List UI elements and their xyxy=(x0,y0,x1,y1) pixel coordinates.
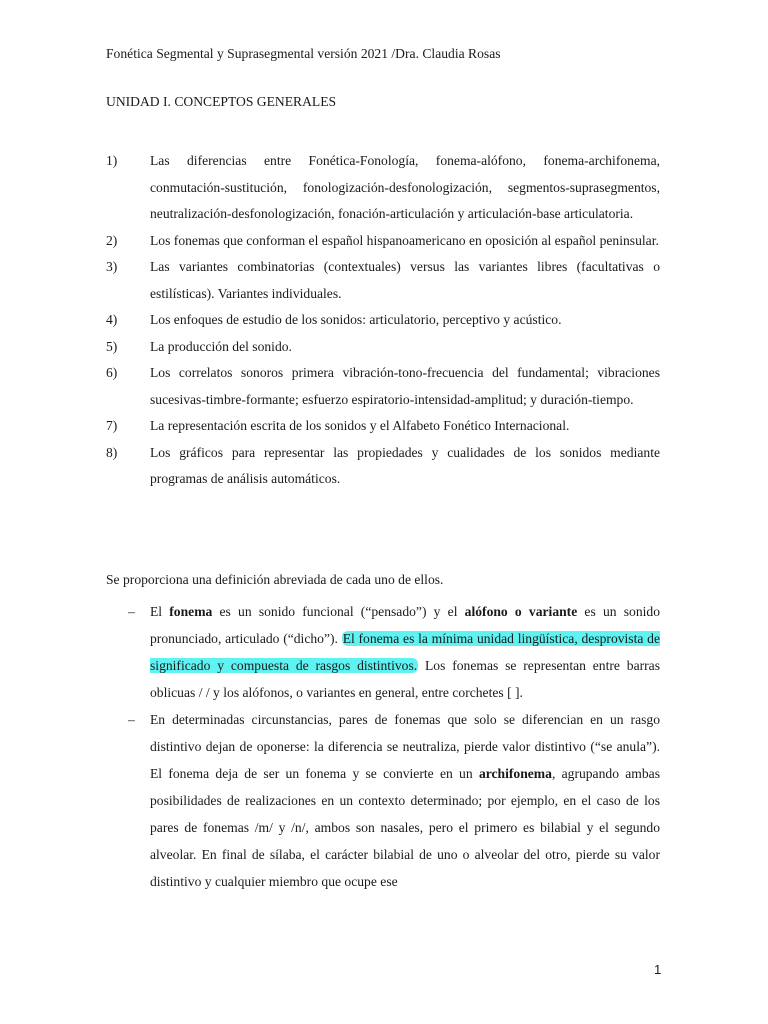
term-alofono: alófono o variante xyxy=(464,604,578,619)
term-archifonema: archifonema xyxy=(478,766,552,781)
item-number: 2) xyxy=(106,232,118,248)
term-fonema: fonema xyxy=(169,604,213,619)
definition-item: – El fonema es un sonido funcional (“pensado”) y el alófono o variante es un sonido pronunciado, articulado (“dicho”). El fonema es la mínima unidad lingüística, desprovista de significado y compuesta de rasgos distintivos. Los fonemas se representan entre barras oblicuas / / y los alófonos, o variantes en general, entre corchetes [ ]. xyxy=(128,598,660,706)
item-number: 1) xyxy=(106,153,118,168)
page-number: 1 xyxy=(654,962,662,977)
item-number: 4) xyxy=(106,312,118,327)
item-number: 8) xyxy=(106,444,118,460)
list-item xyxy=(106,307,660,334)
topic-list xyxy=(106,148,660,493)
item-text: Los gráficos para representar las propiedades y cualidades de los sonidos mediante programas de análisis automáticos. xyxy=(150,444,660,486)
item-text: Las variantes combinatorias (contextuales) versus las variantes libres (facultativas o estilísticas). Variantes individuales. xyxy=(150,259,660,301)
item-number: 3) xyxy=(106,259,118,274)
intro-paragraph: Se proporciona una definición abreviada de cada uno de ellos. xyxy=(106,572,444,587)
item-text: Los enfoques de estudio de los sonidos: articulatorio, perceptivo y acústico. xyxy=(150,312,562,327)
list-item xyxy=(106,254,660,307)
list-item xyxy=(106,440,660,493)
item-text: La representación escrita de los sonidos y el Alfabeto Fonético Internacional. xyxy=(150,418,570,433)
item-number: 6) xyxy=(106,365,118,380)
dash-bullet: – xyxy=(128,604,135,619)
list-item xyxy=(106,360,660,413)
page-header: Fonética Segmental y Suprasegmental versión 2021 /Dra. Claudia Rosas xyxy=(106,46,501,61)
definition-item: – En determinadas circunstancias, pares de fonemas que solo se diferencian en un rasgo distintivo dejan de oponerse: la diferencia se neutraliza, pierde valor distintivo (“se anula”). El fonema deja de ser un fonema y se convierte en un archifonema, agrupando ambas posibilidades de realizaciones en un contexto determinado; por ejemplo, en el caso de los pares de fonemas /m/ y /n/, ambos son nasales, pero el primero es bilabial y el segundo alveolar. En final de sílaba, el carácter bilabial de uno o alveolar del otro, pierde su valor distintivo y cualquier miembro que ocupe ese xyxy=(128,706,660,895)
item-text: Los fonemas que conforman el español hispanoamericano en oposición al español peninsular. xyxy=(150,232,659,248)
list-item xyxy=(106,413,660,440)
item-number: 5) xyxy=(106,338,118,354)
unit-title: UNIDAD I. CONCEPTOS GENERALES xyxy=(106,94,337,109)
dash-bullet: – xyxy=(128,712,135,727)
item-text: La producción del sonido. xyxy=(150,338,292,354)
list-item xyxy=(106,228,660,255)
highlighted-definition: El fonema es la mínima unidad lingüística, desprovista de significado y compuesta de rasgos distintivos. xyxy=(150,631,660,673)
definition-list xyxy=(128,598,660,895)
list-item xyxy=(106,334,660,361)
item-number: 7) xyxy=(106,418,118,433)
item-text: Los correlatos sonoros primera vibración-tono-frecuencia del fundamental; vibraciones sucesivas-timbre-formante; esfuerzo espiratorio-intensidad-amplitud; y duración-tiempo. xyxy=(150,365,660,407)
list-item xyxy=(106,148,660,228)
item-text: Las diferencias entre Fonética-Fonología, fonema-alófono, fonema-archifonema, conmutación-sustitución, fonologización-desfonologización, segmentos-suprasegmentos, neutralización-desfonologización, fonación-articulación y articulación-base articulatoria. xyxy=(150,153,660,221)
